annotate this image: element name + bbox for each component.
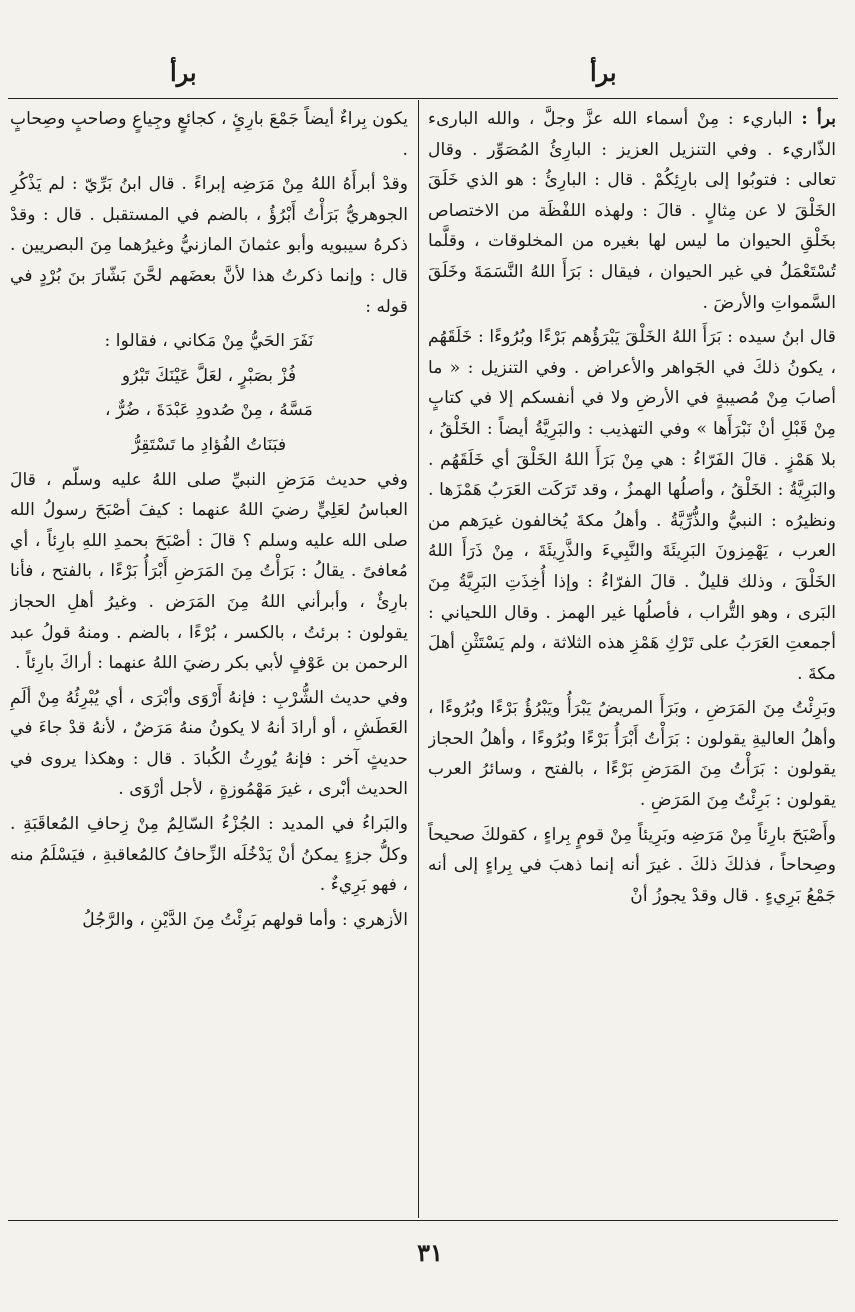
- entry-paragraph: قال ابنُ سيده : بَرَأَ اللهُ الخَلْقَ يَبْرَؤُهم بَرْءًا وبُرُوءًا : خَلَقَهُم ، يكونُ ذلكَ في الجَواهر والأعراض . وفي التنزيل : « ما أصابَ مِنْ مُصيبةٍ في الأرضِ ولا في أنفسكم إلا في كتابٍ مِنْ قَبْلِ أنْ نَبْرَأَها » وفي التهذيب : والبَرِيَّةُ أيضاً : الخَلْقُ ، بلا هَمْزٍ . قالَ الفَرّاءُ : هي مِنْ بَرَأَ اللهُ الخَلْقَ أي خَلَقَهُم . والبَرِيَّةُ : الخَلْقُ ، وأصلُها الهمزُ ، وقد تَرَكَت العَرَبُ هَمْزَها . ونظيرُه : النبيُّ والذُّرِّيَّةُ . وأهلُ مكةَ يُخالفون غيرَهم من العرب ، يَهْمِزونَ البَرِيئَةَ والنَّبِيءَ والذَّرِيئَةَ ، مِنْ ذَرَأَ اللهُ الخَلْقَ ، وذلك قليلٌ . قالَ الفرّاءُ : وإذا أُخِذَتِ البَرِيَّةُ مِنَ البَرى ، وهو التُّراب ، فأصلُها غير الهمز . وقال اللحياني : أجمعتِ العَرَبُ على تَرْكِ هَمْزِ هذه الثلاثة ، ولم يَسْتَثْنِ أهلَ مكةَ .: [428, 327, 836, 684]
- entry-paragraph: والبَراءُ في المديد : الجُزْءُ السّالِمُ مِنْ زِحافِ المُعاقَبَةِ . وكلُّ جزءٍ يمكنُ أنْ يَدْخُلَه الزِّحافُ كالمُعاقبةِ ، فيَسْلَمُ منه ، فهو بَرِيءٌ .: [10, 814, 408, 896]
- left-column: [10, 104, 408, 1214]
- entry-paragraph: وبَرِئْتُ مِنَ المَرَضِ ، وبَرَأَ المريضُ يَبْرَأُ ويَبْرُؤُ بَرْءًا وبُرُوءًا ، وأهلُ العاليةِ يقولون : بَرَأْتُ أَبْرَأُ بَرْءًا وبُرُوءًا ، وأهلُ الحجاز يقولون : بَرَأْتُ مِنَ المَرَضِ بَرْءًا ، بالفتح ، وسائرُ العرب يقولون : بَرِئْتُ مِنَ المَرَضِ .: [428, 698, 836, 811]
- bottom-rule: [8, 1220, 838, 1221]
- top-rule: [8, 98, 838, 99]
- entry-paragraph: وأَصْبَحَ بارِئاً مِنْ مَرَضِه وبَرِيئاً مِنْ قومٍ بِراءٍ ، كقولكَ صحيحاً وصِحاحاً ، فذلكَ ذلكَ . غيرَ أنه إنما ذهبَ في بِراءٍ إلى أنه جَمْعُ بَرِيءٍ . قال وقدْ يجوزُ أنْ: [428, 824, 836, 906]
- paragraph-text: الباريء : مِنْ أسماء الله عزَّ وجلَّ ، والله البارىء الذّاريء . وفي التنزيل العزيز : البارِئُ المُصَوِّر . وقال تعالى : فتوبُوا إلى بارِئِكُمْ . قال : البارِئُ : هو الذي خَلَقَ الخَلْقَ لا عن مِثالٍ . قالَ : ولهذه اللفْظَة من الاختصاص بخَلْقِ الحيوان ما ليس لها بغيره من المخلوقات ، وقلَّما تُسْتَعْمَلُ في غير الحيوان ، فيقال : بَرَأَ اللهُ النَّسَمَةَ وخَلَقَ السَّمواتِ والأرضَ .: [428, 109, 836, 313]
- running-head-right: برأ: [590, 58, 617, 87]
- poem-verse: نَفَرَ الحَيُّ مِنْ مَكاني ، فقالوا :: [104, 331, 314, 352]
- poem-verse: مَسَّهُ ، مِنْ صُدودِ عَبْدَةَ ، ضُرٌّ ،: [104, 400, 314, 421]
- right-column: [428, 104, 836, 1214]
- column-divider: [418, 100, 419, 1218]
- entry-paragraph: وفي حديث مَرَضِ النبيِّ صلى اللهُ عليه وسلّم ، قالَ العباسُ لعَلِيٍّ رضيَ اللهُ عنهما : كيفَ أصْبَحَ رسولُ الله صلى الله عليه وسلم ؟ قالَ : أصْبَحَ بحمدِ اللهِ بارِئاً ، أي مُعافىً . يقالُ : بَرَأْتُ مِنَ المَرَضِ أَبْرَأُ بَرْءًا ، بالفتح ، فأنا بارِئٌ ، وأبرأني اللهُ مِنَ المَرَض . وغيرُ أهلِ الحجاز يقولون : برئتُ ، بالكسر ، بُرْءًا ، بالضم . ومنهُ قولُ عبد الرحمن بن عَوْفٍ لأبي بكر رضيَ اللهُ عنهما : أراكَ بارِئاً .: [10, 469, 408, 674]
- running-head-left: برأ: [170, 58, 197, 87]
- page-number: ٣١: [417, 1238, 443, 1267]
- poem-verse: فُزْ بصَبْرٍ ، لعَلَّ عَيْنَكَ تَبْرُو: [121, 365, 297, 386]
- entry-paragraph: يكون بِراءٌ أيضاً جَمْعَ بارِئٍ ، كجائعٍ وجِياعٍ وصاحبٍ وصِحابٍ .: [10, 109, 408, 160]
- entry-paragraph: [428, 104, 836, 318]
- entry-paragraph: وقدْ أبرأَهُ اللهُ مِنْ مَرَضِه إبراءً . قال ابنُ بَرِّيّ : لم يَذْكُرِ الجوهريُّ بَرَأْتُ أَبْرُؤُ ، بالضم في المستقبل . قال : وقدْ ذكرهُ سيبويه وأبو عثمانَ المازنيُّ وغيرُهما مِنَ البصريين . قال : وإنما ذكرتُ هذا لأنَّ بعضَهم لحَّنَ بَشّارَ بنَ بُرْدٍ في قوله :: [10, 174, 408, 317]
- entry-paragraph: الأزهري : وأما قولهم بَرِئْتُ مِنَ الدَّيْنِ ، والرَّجُلُ: [82, 909, 408, 930]
- poem-verse: فبَنَاتُ الفُؤادِ ما تَسْتَقِرُّ: [131, 434, 287, 455]
- entry-paragraph: وفي حديث الشُّرْبِ : فإنهُ أَرْوَى وأبْرَى ، أي يُبْرِئُهُ مِنْ ألَمِ العَطَشِ ، أو أرادَ أنهُ لا يكونُ منهُ مَرَضٌ ، لأنهُ قدْ جاءَ في حديثٍ آخر : فإنهُ يُورِثُ الكُبادَ . قال : وهكذا يروى في الحديث أبْرى ، غيرَ مَهْمُوزةٍ ، لأجل أرْوَى .: [10, 687, 408, 800]
- entry-headword: برأ :: [801, 109, 836, 129]
